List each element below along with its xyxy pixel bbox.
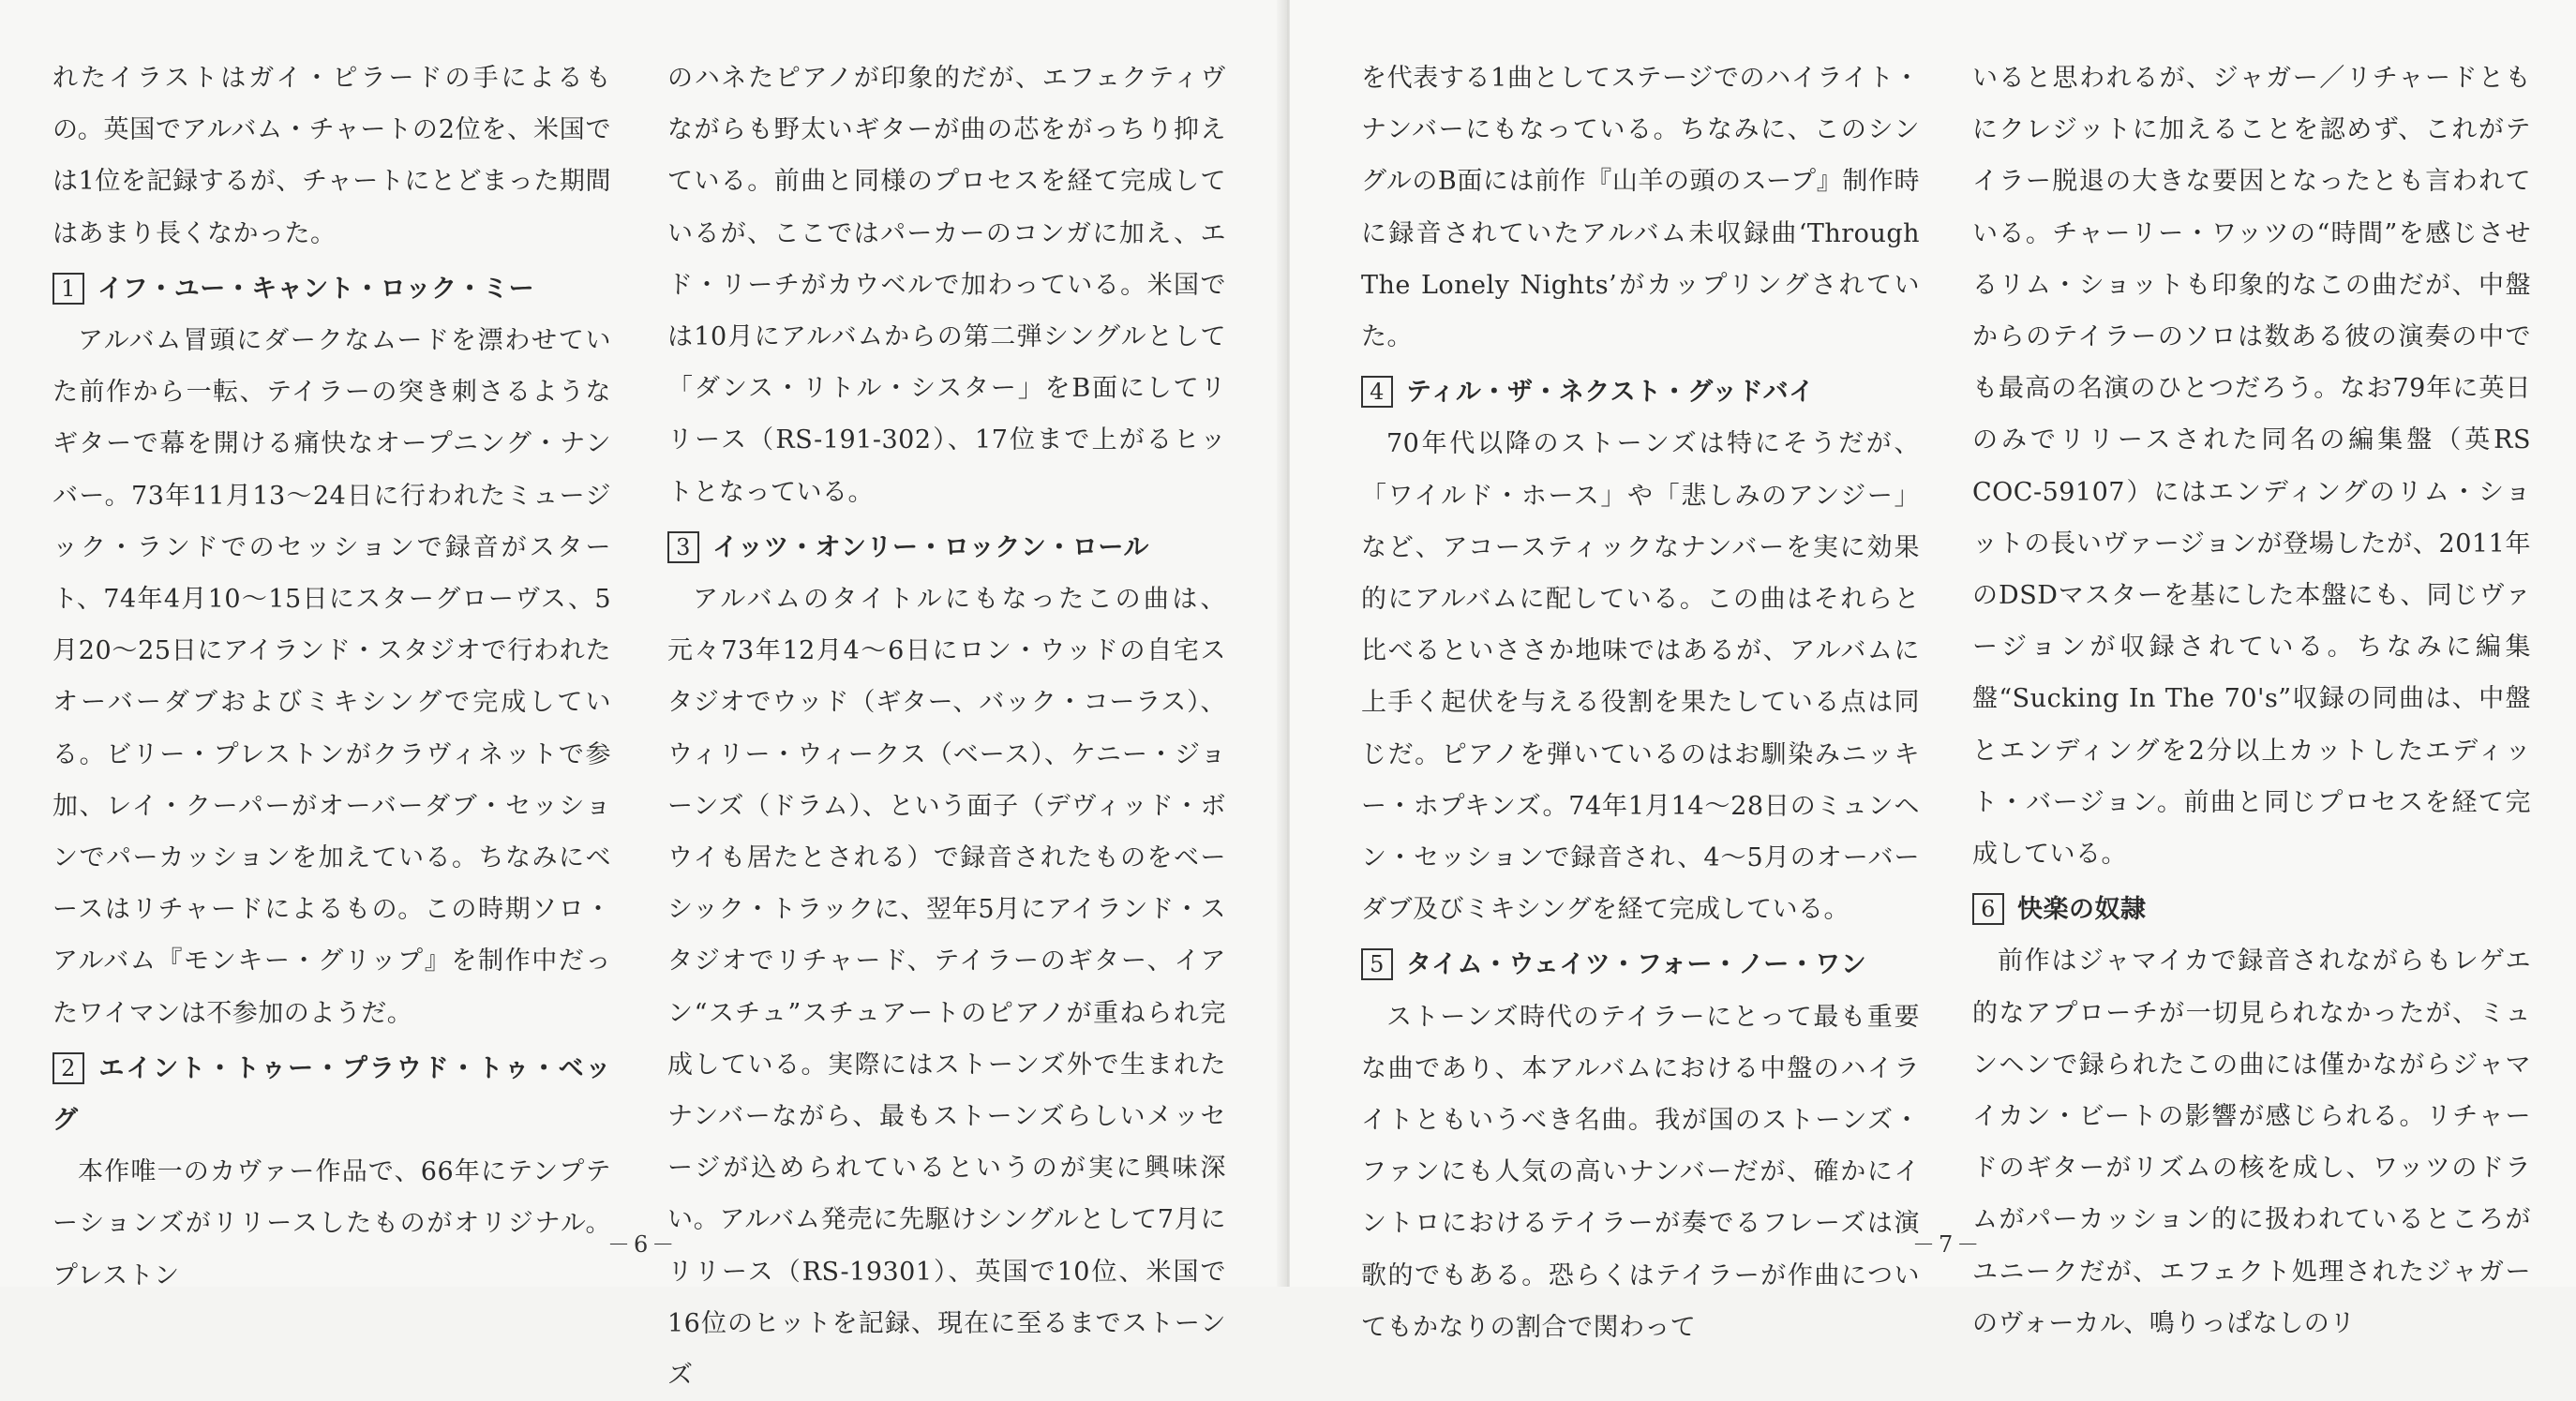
column-4 [1972, 52, 2531, 1349]
track-title-1 [52, 263, 611, 315]
paragraph: 前作はジャマイカで録音されながらもレゲエ的なアプローチが一切見られなかったが、ミュンヘンで録られたこの曲には僅かながらジャマイカン・ビートの影響が感じられる。リチャードのギターがリズムの核を成し、ワッツのドラムがパーカッション的に扱われているところがユニークだが、エフェクト処理されたジャガーのヴォーカル、鳴りっぱなしのリ [1972, 946, 2531, 1338]
track-title-text: 快楽の奴隷 [2017, 895, 2147, 925]
column-2 [667, 52, 1226, 1401]
track-number: 4 [1361, 376, 1393, 408]
paragraph: アルバム冒頭にダークなムードを漂わせていた前作から一転、テイラーの突き刺さるようなギターで幕を開ける痛快なオープニング・ナンバー。73年11月13〜24日に行われたミュージック・ランドでのセッションで録音がスタート、74年4月10〜15日にスターグローヴス、5月20〜25日にアイランド・スタジオで行われたオーバーダブおよびミキシングで完成している。ビリー・プレストンがクラヴィネットで参加、レイ・クーパーがオーバーダブ・セッションでパーカッションを加えている。ちなみにベースはリチャードによるもの。この時期ソロ・アルバム『モンキー・グリップ』を制作中だったワイマンは不参加のようだ。 [52, 326, 611, 1028]
track-title-text: イッツ・オンリー・ロックン・ロール [712, 532, 1149, 562]
paragraph: のハネたピアノが印象的だが、エフェクティヴながらも野太いギターが曲の芯をがっちり抑えている。前曲と同様のプロセスを経て完成しているが、ここではパーカーのコンガに加え、エド・リーチがカウベルで加わっている。米国では10月にアルバムからの第二弾シングルとして「ダンス・リトル・シスター」をB面にしてリリース（RS-191-302）、17位まで上がるヒットとなっている。 [667, 64, 1226, 507]
track-number: 2 [52, 1052, 84, 1084]
track-number: 6 [1972, 893, 2004, 925]
page-number: －7－ [1912, 1231, 1984, 1258]
paragraph: ストーンズ時代のテイラーにとって最も重要な曲であり、本アルバムにおける中盤のハイライトともいうべき名曲。我が国のストーンズ・ファンにも人気の高いナンバーだが、確かにイントロにおけるテイラーが奏でるフレーズは演歌的でもある。恐らくはテイラーが作曲についてもかなりの割合で関わって [1361, 1002, 1920, 1342]
track-title-5 [1361, 939, 1920, 991]
track-title-text: エイント・トゥー・プラウド・トゥ・ベッグ [52, 1053, 611, 1136]
page-number: －6－ [607, 1231, 679, 1258]
paragraph: れたイラストはガイ・ピラードの手によるもの。英国でアルバム・チャートの2位を、米国では1位を記録するが、チャートにとどまった期間はあまり長くなかった。 [52, 64, 611, 248]
track-title-6 [1972, 884, 2531, 935]
track-number: 1 [52, 273, 84, 305]
paragraph: 70年代以降のストーンズは特にそうだが、「ワイルド・ホース」や「悲しみのアンジー」など、アコースティックなナンバーを実に効果的にアルバムに配している。この曲はそれらと比べるといささか地味ではあるが、アルバムに上手く起伏を与える役割を果たしている点は同じだ。ピアノを弾いているのはお馴染みニッキー・ホプキンズ。74年1月14〜28日のミュンヘン・セッションで録音され、4〜5月のオーバーダブ及びミキシングを経て完成している。 [1361, 429, 1920, 925]
track-title-3 [667, 522, 1226, 574]
track-title-text: イフ・ユー・キャント・ロック・ミー [97, 274, 535, 304]
paragraph: 本作唯一のカヴァー作品で、66年にテンプテーションズがリリースしたものがオリジナル。プレストン [52, 1157, 611, 1290]
track-title-2 [52, 1043, 611, 1146]
track-title-4 [1361, 366, 1920, 418]
paragraph: を代表する1曲としてステージでのハイライト・ナンバーにもなっている。ちなみに、このシングルのB面には前作『山羊の頭のスープ』制作時に録音されていたアルバム未収録曲‘Through The Lonely Nights’がカップリングされていた。 [1361, 64, 1920, 352]
paragraph: アルバムのタイトルにもなったこの曲は、元々73年12月4〜6日にロン・ウッドの自宅スタジオでウッド（ギター、バック・コーラス）、ウィリー・ウィークス（ベース）、ケニー・ジョーンズ（ドラム）、という面子（デヴィッド・ボウイも居たとされる）で録音されたものをベーシック・トラックに、翌年5月にアイランド・スタジオでリチャード、テイラーのギター、イアン“スチュ”スチュアートのピアノが重ねられ完成している。実際にはストーンズ外で生まれたナンバーながら、最もストーンズらしいメッセージが込められているというのが実に興味深い。アルバム発売に先駆けシングルとして7月にリリース（RS-19301）、英国で10位、米国で16位のヒットを記録、現在に至るまでストーンズ [667, 585, 1226, 1391]
column-1 [52, 52, 611, 1302]
track-number: 5 [1361, 948, 1393, 980]
track-title-text: タイム・ウェイツ・フォー・ノー・ワン [1406, 950, 1867, 980]
column-3 [1361, 52, 1920, 1353]
left-page [0, 0, 1286, 1391]
track-number: 3 [667, 531, 699, 563]
track-title-text: ティル・ザ・ネクスト・グッドバイ [1406, 378, 1815, 408]
paragraph: いると思われるが、ジャガー／リチャードともにクレジットに加えることを認めず、これがテイラー脱退の大きな要因となったとも言われている。チャーリー・ワッツの“時間”を感じさせるリム・ショットも印象的なこの曲だが、中盤からのテイラーのソロは数ある彼の演奏の中でも最高の名演のひとつだろう。なお79年に英日のみでリリースされた同名の編集盤（英RS COC-59107）にはエンディングのリム・ショットの長いヴァージョンが登場したが、2011年のDSDマスターを基にした本盤にも、同じヴァージョンが収録されている。ちなみに編集盤“Sucking In The 70's”収録の同曲は、中盤とエンディングを2分以上カットしたエディット・バージョン。前曲と同じプロセスを経て完成している。 [1972, 64, 2531, 870]
